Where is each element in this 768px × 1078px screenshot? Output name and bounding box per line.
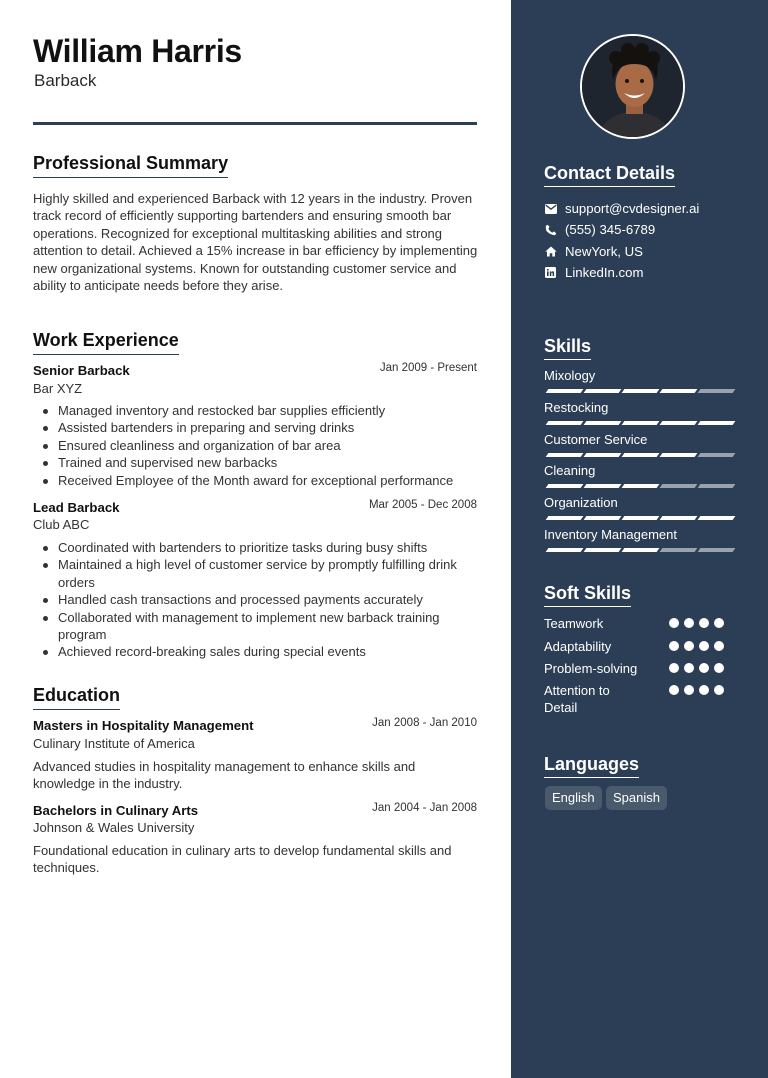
candidate-role: Barback [34, 71, 97, 90]
job-title: Senior Barback [33, 363, 130, 378]
soft-skill-dot [699, 618, 709, 628]
skill-level-segment [660, 389, 698, 393]
skill-level-segment [660, 516, 698, 520]
skill-level-segment [660, 548, 698, 552]
skill-label: Inventory Management [544, 527, 677, 542]
soft-skill-label: Attention to Detail [544, 683, 610, 715]
skill-label: Customer Service [544, 431, 648, 447]
job-dates: Mar 2005 - Dec 2008 [368, 499, 477, 511]
skill-level-segment [660, 453, 698, 457]
soft-skill-dot [714, 618, 724, 628]
soft-skill-label: Adaptability [544, 639, 612, 654]
soft-skill-dot [684, 641, 694, 651]
skill-level-segment [622, 453, 660, 457]
languages-heading: Languages [544, 754, 639, 778]
skill-level-segment [622, 548, 660, 552]
skill-level-bar [544, 548, 734, 553]
linkedin-icon [544, 266, 557, 279]
skill-level-segment [698, 453, 736, 457]
skill-level-segment [546, 516, 584, 520]
soft-skill-dot [714, 663, 724, 673]
skill-level-segment [698, 516, 736, 520]
skill-level-segment [698, 421, 736, 425]
soft-skill-label: Teamwork [544, 616, 604, 631]
degree-title: Masters in Hospitality Management [33, 718, 254, 733]
soft-skill-dot [669, 685, 679, 695]
list-item: Handled cash transactions and processed payments accurately [39, 591, 479, 608]
contact-heading: Contact Details [544, 163, 675, 187]
job-title: Lead Barback [33, 500, 120, 515]
list-item: Collaborated with management to implement new barback training program [39, 609, 479, 644]
skill-level-segment [546, 548, 584, 552]
job-bullets [39, 402, 479, 489]
school-name: Culinary Institute of America [33, 736, 195, 751]
soft-skill-dot [684, 618, 694, 628]
skill-level-bar [544, 484, 734, 489]
list-item: Received Employee of the Month award for exceptional performance [39, 472, 479, 489]
skill-level-segment [660, 421, 698, 425]
contact-linkedin-text: LinkedIn.com [565, 265, 644, 280]
skill-label: Cleaning [544, 463, 596, 479]
envelope-icon [544, 202, 557, 215]
skill-level-segment [584, 548, 622, 552]
list-item: Ensured cleanliness and organization of bar area [39, 437, 479, 454]
skill-level-segment [698, 548, 736, 552]
skill-level-segment [546, 421, 584, 425]
list-item: Assisted bartenders in preparing and serving drinks [39, 419, 479, 436]
soft-skill-label: Problem-solving [544, 661, 638, 676]
job-dates: Jan 2009 - Present [379, 362, 477, 374]
skill-level-segment [660, 484, 698, 488]
soft-skill-dot [699, 685, 709, 695]
degree-description: Foundational education in culinary arts to develop fundamental skills and techniques. [33, 843, 452, 876]
degree-dates: Jan 2004 - Jan 2008 [372, 802, 477, 814]
skill-level-segment [584, 389, 622, 393]
skill-level-segment [622, 421, 660, 425]
work-heading: Work Experience [33, 330, 179, 355]
list-item: Achieved record-breaking sales during special events [39, 643, 479, 660]
summary-text: Highly skilled and experienced Barback with 12 years in the industry. Proven track record of efficiently supporting bartenders and ensuring smooth bar operations. Recognized for exceptional multitasking abilities and strong attention to detail. Achieved a 15% increase in bar efficiency by implementing new organizational systems. Known for outstanding customer service and ability to anticipate needs before they arise. [33, 191, 478, 294]
skill-level-segment [546, 453, 584, 457]
skill-level-bar [544, 453, 734, 458]
profile-photo [580, 34, 685, 139]
contact-phone[interactable] [544, 222, 655, 237]
skill-level-bar [544, 421, 734, 426]
skill-label: Mixology [544, 368, 596, 383]
skill-level-segment [698, 484, 736, 488]
soft-skill-dot [669, 618, 679, 628]
phone-icon [544, 223, 557, 236]
summary-heading: Professional Summary [33, 153, 228, 178]
candidate-name: William Harris [33, 33, 242, 69]
home-icon [544, 245, 557, 258]
job-bullets [39, 539, 479, 661]
skill-level-bar [544, 389, 734, 394]
skill-level-segment [584, 484, 622, 488]
contact-email-text: support@cvdesigner.ai [565, 201, 700, 216]
contact-linkedin[interactable] [544, 265, 643, 280]
contact-location-text: NewYork, US [565, 244, 643, 259]
header-divider [33, 122, 477, 125]
soft-skill-dot [714, 641, 724, 651]
soft-skill-dot [669, 641, 679, 651]
contact-phone-text: (555) 345-6789 [565, 222, 656, 237]
skill-level-segment [546, 389, 584, 393]
skill-level-segment [584, 421, 622, 425]
list-item: Managed inventory and restocked bar supplies efficiently [39, 402, 479, 419]
language-tag: English [545, 786, 602, 810]
skill-level-segment [622, 516, 660, 520]
school-name: Johnson & Wales University [33, 820, 195, 835]
list-item: Maintained a high level of customer service by promptly fulfilling drink orders [39, 556, 479, 591]
education-heading: Education [33, 685, 120, 710]
skill-level-bar [544, 516, 734, 521]
degree-dates: Jan 2008 - Jan 2010 [372, 717, 477, 729]
skill-label: Restocking [544, 399, 609, 415]
skill-level-segment [622, 484, 660, 488]
skill-label: Organization [544, 495, 618, 511]
soft-skill-dot [684, 685, 694, 695]
list-item: Trained and supervised new barbacks [39, 454, 479, 471]
skills-heading: Skills [544, 336, 591, 360]
soft-skill-dot [699, 641, 709, 651]
degree-title: Bachelors in Culinary Arts [33, 803, 199, 818]
soft-skills-heading: Soft Skills [544, 583, 631, 607]
contact-location [544, 244, 643, 259]
soft-skill-dot [699, 663, 709, 673]
skill-level-segment [698, 389, 736, 393]
job-company: Bar XYZ [33, 381, 83, 396]
contact-email[interactable] [544, 201, 699, 216]
language-tag: Spanish [606, 786, 667, 810]
skill-level-segment [622, 389, 660, 393]
skill-level-segment [584, 453, 622, 457]
skill-level-segment [546, 484, 584, 488]
soft-skill-dot [714, 685, 724, 695]
job-company: Club ABC [33, 517, 90, 532]
soft-skill-dot [684, 663, 694, 673]
portrait-image [582, 36, 685, 139]
skill-level-segment [584, 516, 622, 520]
list-item: Coordinated with bartenders to prioritize tasks during busy shifts [39, 539, 479, 556]
soft-skill-dot [669, 663, 679, 673]
degree-description: Advanced studies in hospitality management to enhance skills and knowledge in the industry. [33, 759, 416, 792]
